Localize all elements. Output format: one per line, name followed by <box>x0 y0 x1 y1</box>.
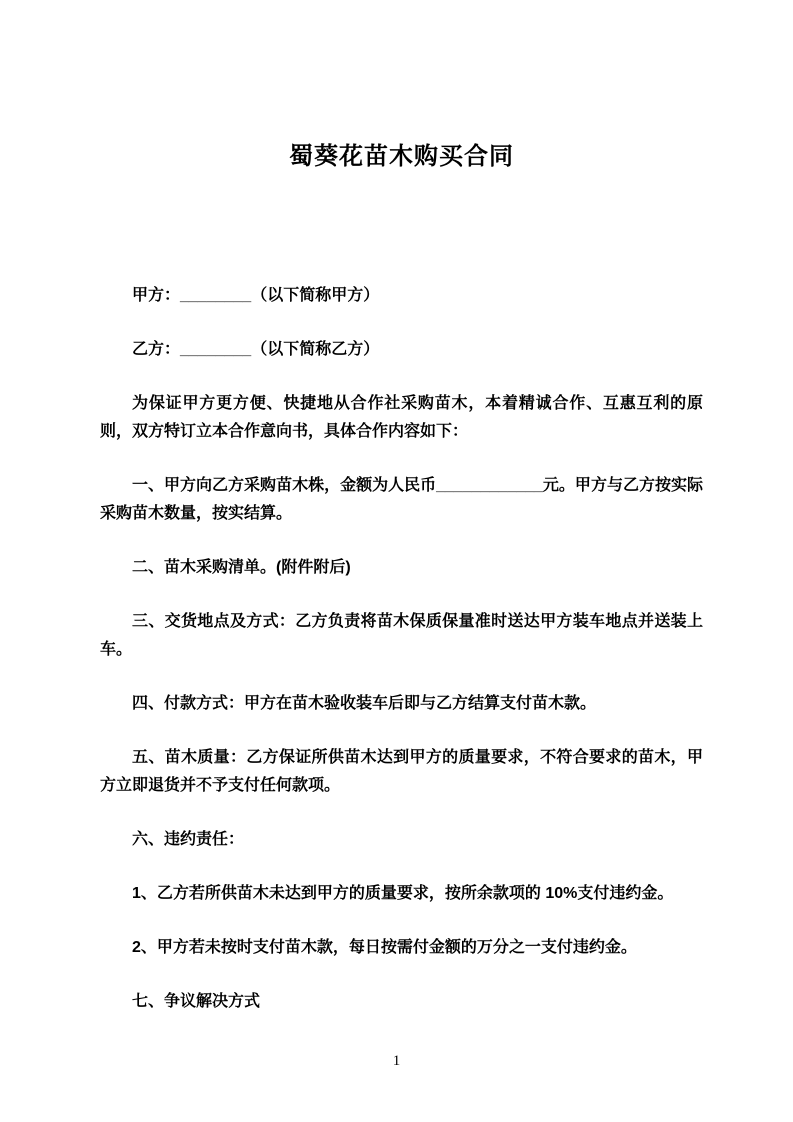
clause-3: 三、交货地点及方式：乙方负责将苗木保质保量准时送达甲方装车地点并送装上车。 <box>100 613 703 658</box>
clause-1: 一、甲方向乙方采购苗木株，金额为人民币____________元。甲方与乙方按实际采购苗木数量，按实结算。 <box>100 477 703 522</box>
party-b-line: 乙方：________（以下简称乙方） <box>132 341 380 358</box>
clause-5: 五、苗木质量：乙方保证所供苗木达到甲方的质量要求，不符合要求的苗木，甲方立即退货并不予支付任何款项。 <box>100 749 703 794</box>
party-a-line: 甲方：________（以下简称甲方） <box>132 287 380 304</box>
clause-4: 四、付款方式：甲方在苗木验收装车后即与乙方结算支付苗木款。 <box>132 695 597 712</box>
clause-6-item-2: 2、甲方若未按时支付苗木款，每日按需付金额的万分之一支付违约金。 <box>132 939 637 956</box>
clause-2: 二、苗木采购清单。(附件附后) <box>132 559 351 576</box>
document-title: 蜀葵花苗木购买合同 <box>289 143 514 170</box>
clause-7: 七、争议解决方式 <box>132 993 261 1010</box>
clause-6: 六、违约责任： <box>132 831 245 848</box>
page-number: 1 <box>392 1053 401 1069</box>
preamble-paragraph: 为保证甲方更方便、快捷地从合作社采购苗木，本着精诚合作、互惠互利的原则，双方特订立本合作意向书，具体合作内容如下： <box>100 395 703 440</box>
clause-6-item-1: 1、乙方若所供苗木未达到甲方的质量要求，按所余款项的 10%支付违约金。 <box>132 885 674 902</box>
